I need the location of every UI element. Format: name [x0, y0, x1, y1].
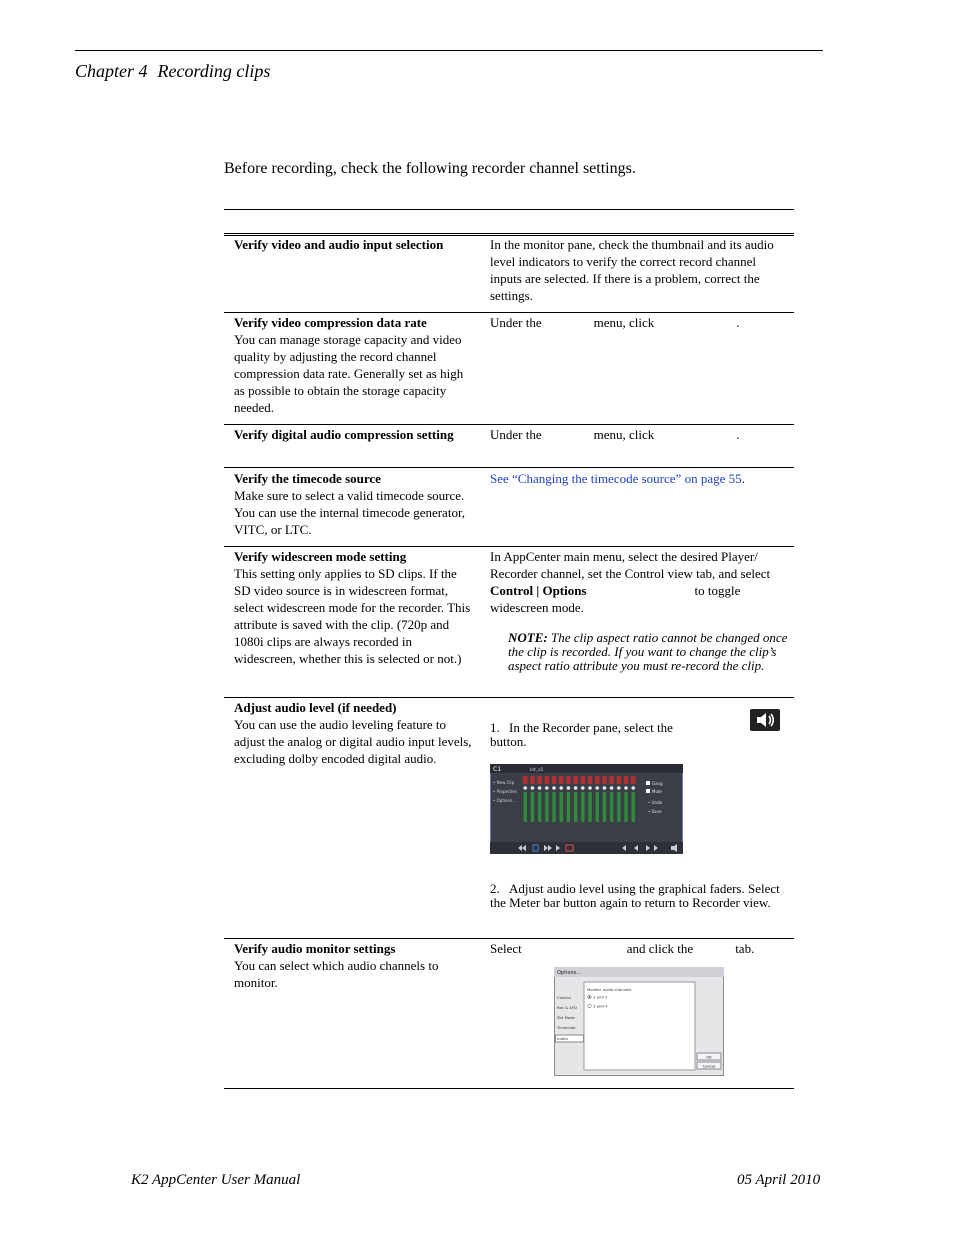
fader-peak [631, 776, 636, 784]
table-row [224, 939, 794, 1089]
fader-meter [624, 792, 628, 822]
fader-knob [610, 786, 614, 790]
fader-meter [545, 792, 549, 822]
chapter-title: Recording clips [157, 61, 271, 81]
note: NOTE: The clip aspect ratio cannot be changed once the clip is recorded. If you want to change the clip’s aspect ratio attribute you must re-record the clip. [508, 630, 788, 673]
row-description: You can manage storage capacity and video quality by adjusting the record channel compression data rate. Generally set as high as possible to obtain the storage capacity needed. [234, 332, 464, 415]
fader-peak [624, 776, 629, 784]
fader-peak [523, 776, 528, 784]
fader-knob [617, 786, 621, 790]
cancel-button: Cancel [702, 1063, 716, 1069]
mute-option: Mute [652, 789, 663, 794]
options-dialog-screenshot [554, 967, 724, 1076]
dialog-title: Options... [557, 970, 582, 976]
table-row [224, 236, 794, 313]
fader-meter [531, 792, 535, 822]
row-title: Verify widescreen mode setting [234, 549, 407, 564]
tab-timecode: Timecode [557, 1025, 576, 1030]
fader-knob [631, 786, 635, 790]
footer-manual-title: K2 AppCenter User Manual [131, 1172, 301, 1188]
save-option: • Save [648, 809, 662, 814]
step-2: 2. Adjust audio level using the graphical faders. Select the Meter bar button again to return to Recorder view. [490, 881, 780, 910]
fader-peak [552, 776, 557, 784]
tab-std-mode: Std Mode [557, 1015, 575, 1020]
fader-peak [617, 776, 622, 784]
table-row [224, 425, 794, 468]
fader-peak [530, 776, 535, 784]
fader-meter [567, 792, 571, 822]
fader-meter [588, 792, 592, 822]
tab-rec-afd: Rec & AFD [557, 1005, 577, 1010]
row-title: Verify video compression data rate [234, 315, 427, 330]
fader-peak [581, 776, 586, 784]
row-title: Verify audio monitor settings [234, 941, 396, 956]
row-action: Under the menu, click . [490, 427, 740, 442]
timecode-link[interactable]: See “Changing the timecode source” on page 55 [490, 471, 742, 486]
row-action: Under the menu, click . [490, 315, 740, 330]
fader-meter [538, 792, 542, 822]
fader-knob [624, 786, 628, 790]
table-row: Verify the timecode source Make sure to select a valid timecode source. You can use the internal timecode generator, VITC, or LTC. See “Changing the timecode source” on page 55. [224, 468, 794, 547]
menu-options: • Options... [493, 798, 516, 803]
fader-meter [524, 792, 528, 822]
table-row [224, 547, 794, 698]
fader-peak [602, 776, 607, 784]
fader-meter [560, 792, 564, 822]
running-header [75, 61, 270, 82]
header-rule [75, 50, 823, 51]
fader-knob [531, 786, 535, 790]
ok-button: OK [706, 1054, 712, 1060]
table-row [224, 698, 794, 939]
chapter-number: Chapter 4 [75, 61, 148, 81]
fader-knob [581, 786, 585, 790]
fader-peak [566, 776, 571, 784]
footer-date: 05 April 2010 [737, 1172, 821, 1188]
row-title: Verify video and audio input selection [234, 237, 444, 252]
row-description: This setting only applies to SD clips. If the SD video source is in widescreen format, select widescreen mode for the recorder. This attribute is saved with the clip. (720p and 1080i clips are always recorded in widescreen, whether this is selected or not.) [234, 566, 471, 666]
fader-peak [559, 776, 564, 784]
fader-knob [603, 786, 607, 790]
tab-audio: Audio [557, 1036, 568, 1041]
fader-meter [574, 792, 578, 822]
row-description: You can use the audio leveling feature to adjust the analog or digital audio input levels, excluding dolby encoded digital audio. [234, 717, 472, 766]
fader-meter [632, 792, 636, 822]
group-label: Monitor audio channels [587, 987, 632, 992]
row-title: Adjust audio level (if needed) [234, 700, 397, 715]
fader-knob [545, 786, 549, 790]
fader-peak [573, 776, 578, 784]
row-title: Verify the timecode source [234, 471, 381, 486]
table-top-rule [224, 209, 794, 210]
menu-properties: • Properties [493, 789, 517, 794]
fader-meter [596, 792, 600, 822]
fader-peak [545, 776, 550, 784]
fader-meter [552, 792, 556, 822]
fader-meter [617, 792, 621, 822]
fader-peak [537, 776, 542, 784]
channel-label: C1 [493, 766, 502, 773]
speaker-icon [750, 709, 780, 731]
table-row [224, 313, 794, 425]
radio-1-and-2: 1 and 2 [593, 994, 608, 1000]
fader-peak [609, 776, 614, 784]
fader-knob [523, 786, 527, 790]
row-action: In AppCenter main menu, select the desired Player/ Recorder channel, set the Control view tab, and select Control | Options to toggle widescreen mode. [490, 549, 771, 615]
fader-meter [610, 792, 614, 822]
row-description: You can select which audio channels to monitor. [234, 958, 439, 990]
row-description: Make sure to select a valid timecode source. You can use the internal timecode generator, VITC, or LTC. [234, 488, 465, 537]
step-1: 1. In the Recorder pane, select the button. [490, 720, 673, 749]
row-action: In the monitor pane, check the thumbnail and its audio level indicators to verify the correct record channel inputs are selected. If there is a problem, correct the settings. [490, 237, 774, 303]
gang-option: Gang [652, 781, 663, 786]
fader-knob [574, 786, 578, 790]
row-title: Verify digital audio compression setting [234, 427, 454, 442]
fader-peak [588, 776, 593, 784]
fader-knob [567, 786, 571, 790]
menu-new-clip: • New Clip [493, 780, 515, 785]
fader-knob [588, 786, 592, 790]
tab-control: Control [557, 995, 571, 1000]
fader-peak [595, 776, 600, 784]
clip-name: Int_s1 [530, 768, 544, 773]
recorder-audio-screenshot [490, 764, 683, 854]
fader-knob [595, 786, 599, 790]
fader-knob [552, 786, 556, 790]
radio-3-and-4: 3 and 4 [593, 1003, 608, 1009]
fader-knob [559, 786, 563, 790]
intro-paragraph: Before recording, check the following recorder channel settings. [224, 160, 636, 177]
fader-meter [603, 792, 607, 822]
row-action: Select and click the tab. [490, 941, 755, 956]
undo-option: • Undo [648, 800, 663, 805]
fader-meter [581, 792, 585, 822]
fader-knob [538, 786, 542, 790]
